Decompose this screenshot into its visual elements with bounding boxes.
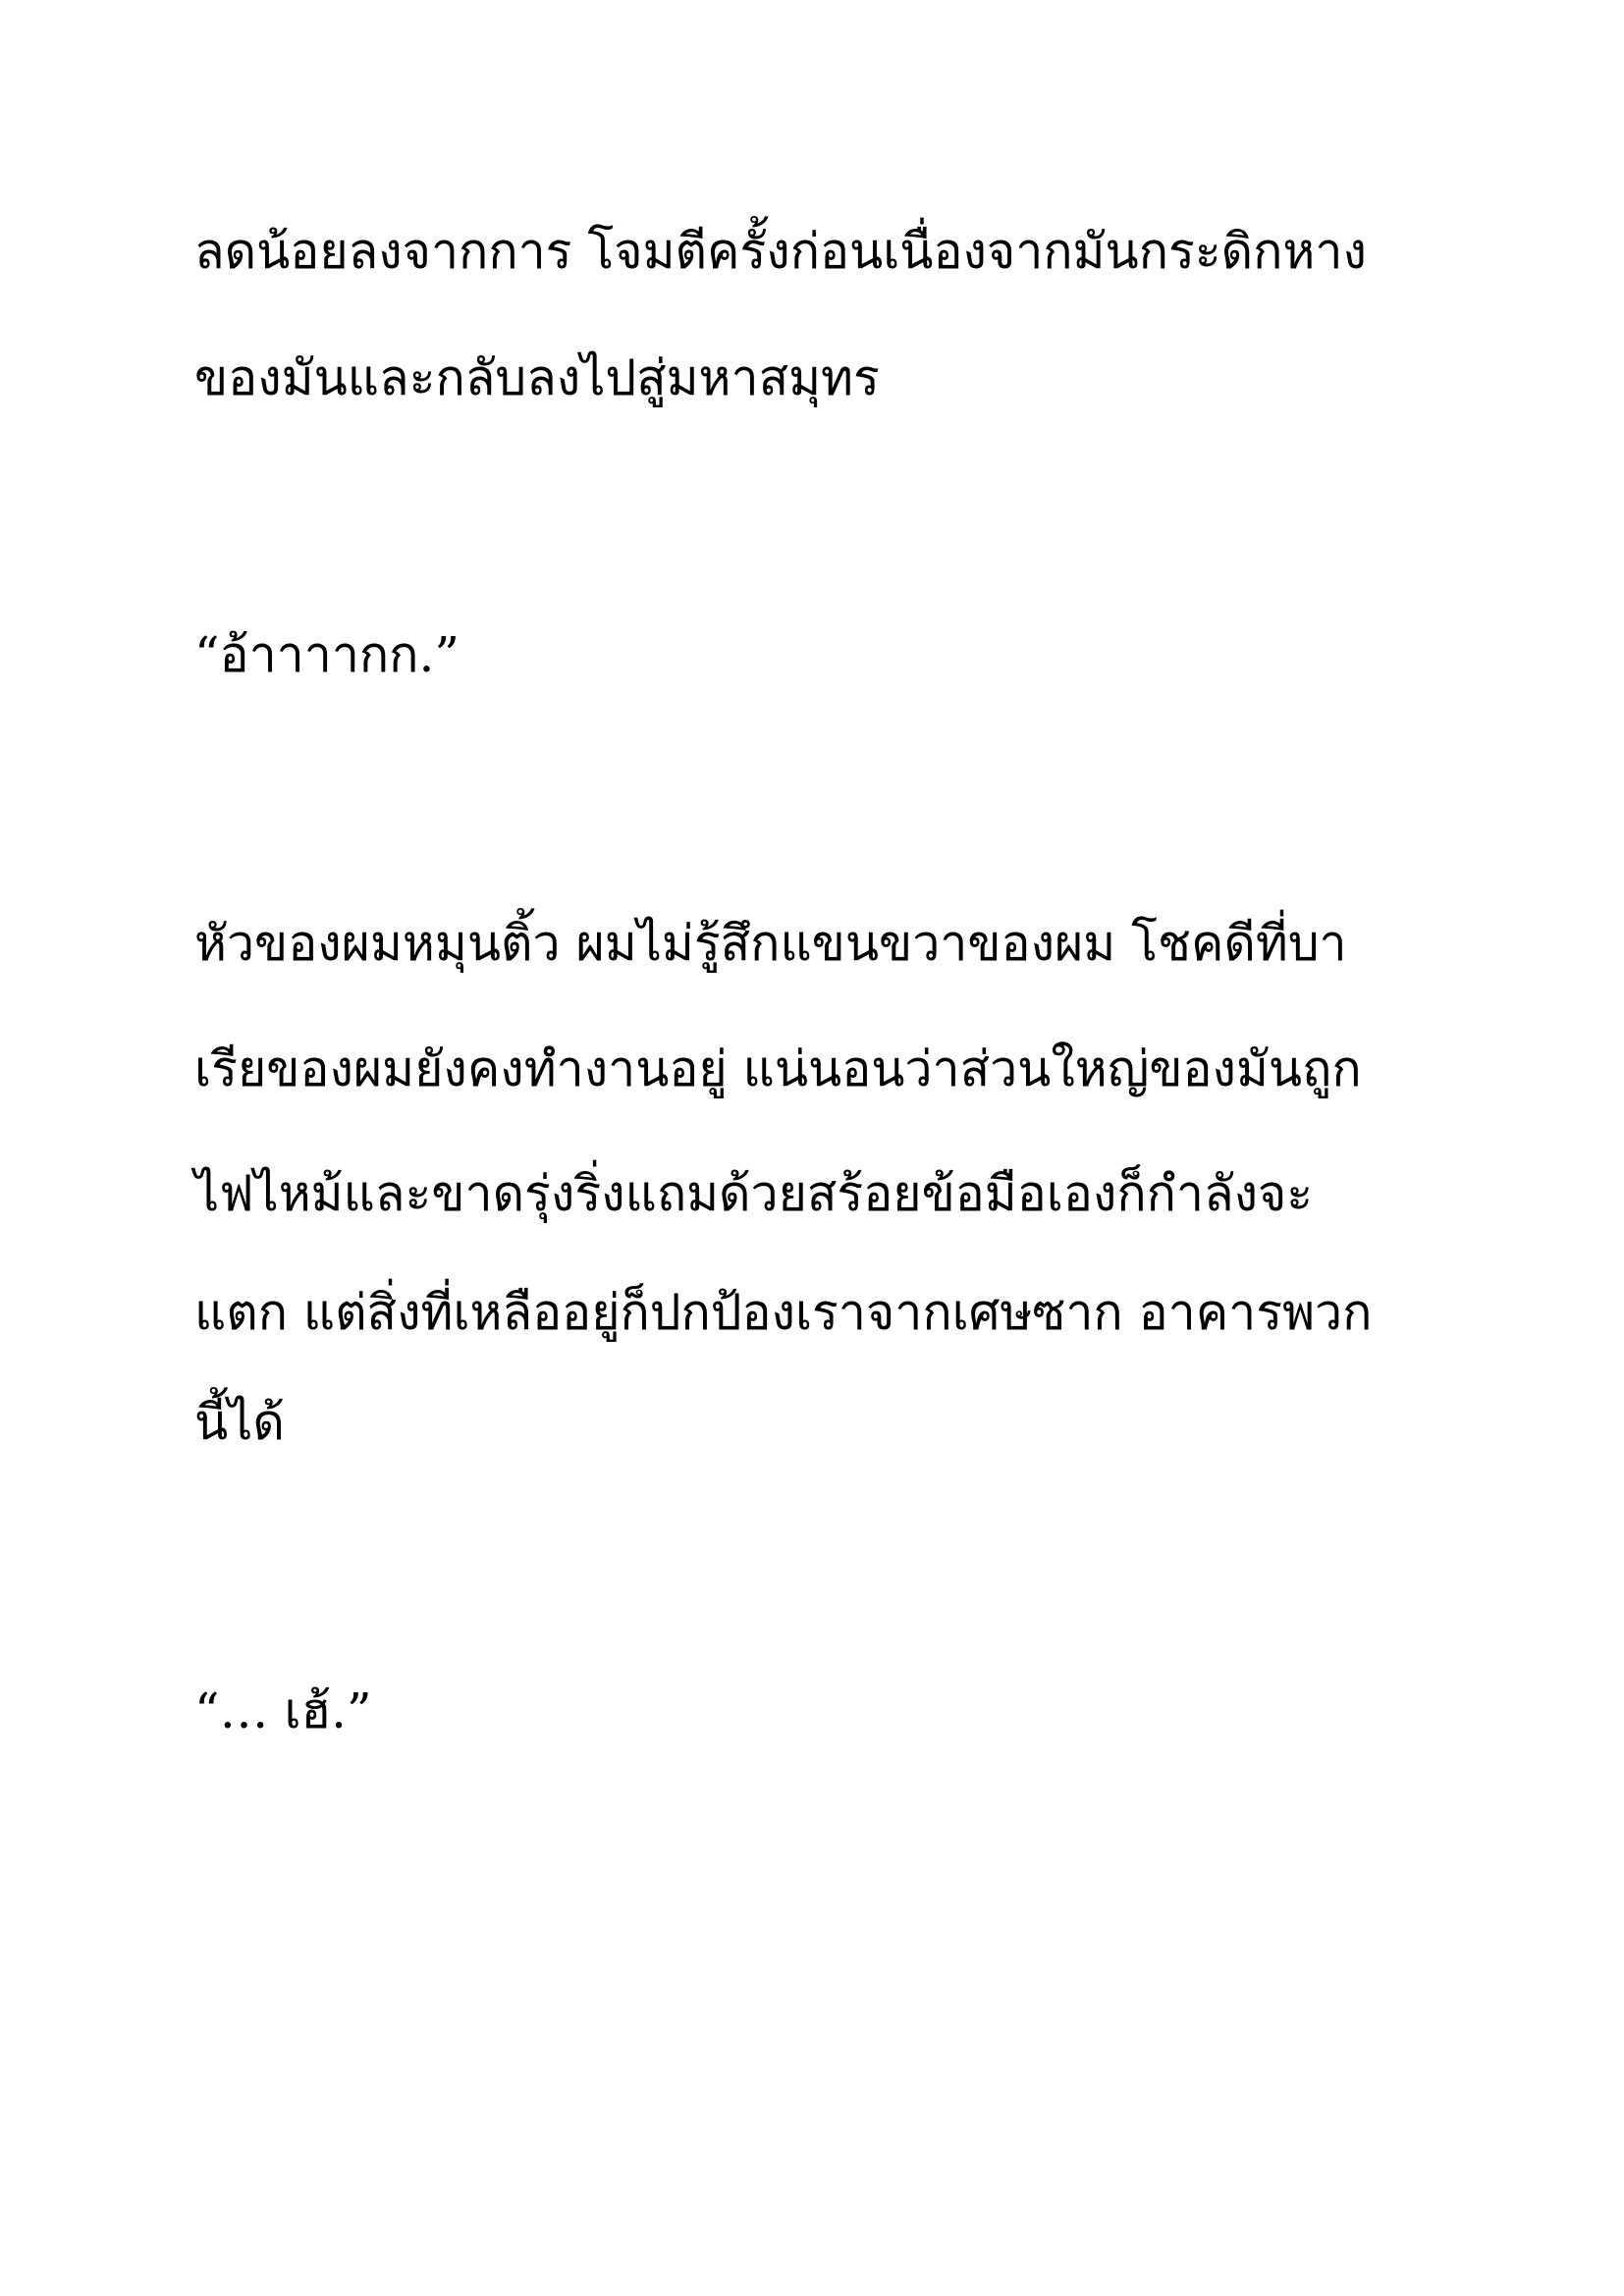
text-line: “อ้าาาากก.” — [194, 626, 460, 683]
text-line: “… เฮ้.” — [194, 1682, 372, 1739]
text-line: นี้ได้ — [194, 1394, 285, 1451]
text-line: หัวของผมหมุนติ้ว ผมไม่รู้สึกแขนขวาของผม โชคดีที่บา — [194, 915, 1347, 972]
text-line: เรียของผมยังคงทำงานอยู่ แน่นอนว่าส่วนใหญ่ของมันถูก — [194, 1041, 1362, 1097]
text-line: แตก แต่สิ่งที่เหลืออยู่ก็ปกป้องเราจากเศษซาก อาคารพวก — [194, 1284, 1373, 1341]
text-line: ของมันและกลับลงไปสู่มหาสมุทร — [194, 349, 880, 406]
text-line: ไฟไหม้และขาดรุ่งริ่งแถมด้วยสร้อยข้อมือเองก็กำลังจะ — [194, 1165, 1314, 1222]
text-line: ลดน้อยลงจากการ โจมตีครั้งก่อนเนื่องจากมันกระดิกหาง — [194, 223, 1367, 280]
